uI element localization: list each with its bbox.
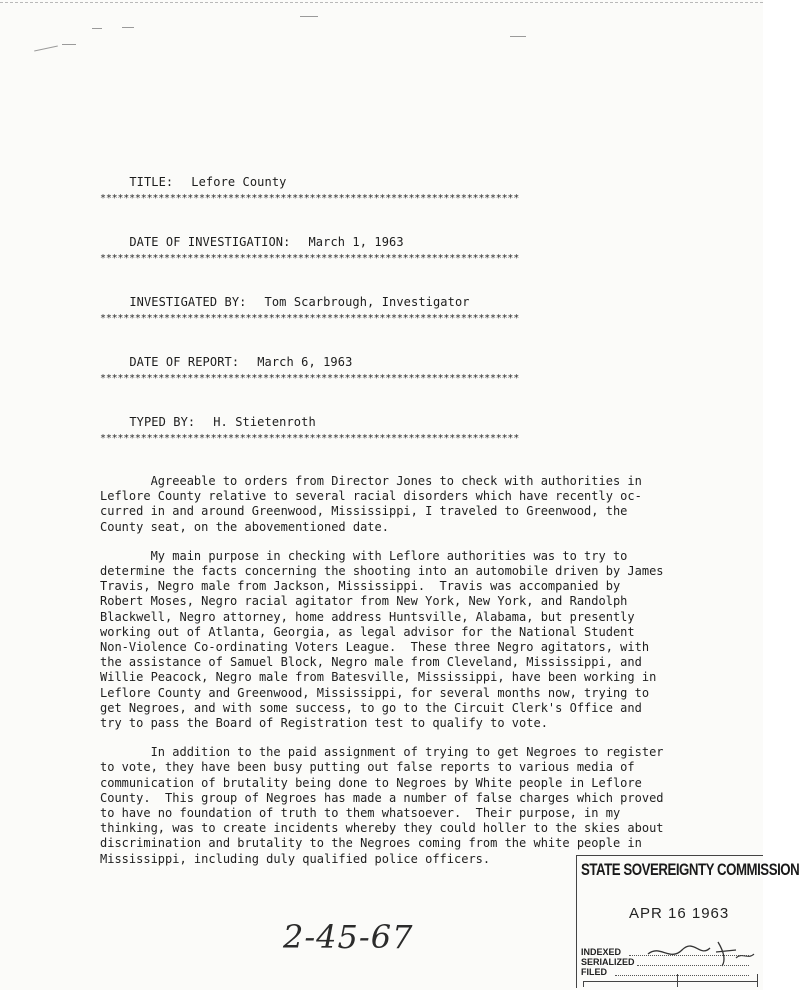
scan-artifact: [122, 27, 134, 28]
investigated-by-value: Tom Scarbrough, Investigator: [264, 295, 470, 309]
stamp-indexed-label: INDEXED: [581, 947, 622, 957]
report-date-value: March 6, 1963: [257, 355, 353, 369]
stamp-date: APR 16 1963: [629, 905, 730, 922]
typed-by-label: TYPED BY:: [129, 415, 196, 429]
paragraph-false-reports: In addition to the paid assignment of trying to get Negroes to register to vote, they have been busy putting out false reports to various media of communication of brutality being done to Negroes by White people in Leflore County. This group of Negroes has made a number of false charges which proved to have no foundation of truth to them whatsoever. Their purpose, in my thinking, was to create incidents whereby they could holler to the skies about discrimination and brutality to the Negroes coming from the white people in Mississippi, including duly qualified police officers.: [100, 745, 664, 866]
scan-artifact: [300, 16, 318, 17]
investigation-date-value: March 1, 1963: [308, 235, 404, 249]
stamp-box-border: [583, 981, 757, 982]
scan-artifact: [510, 36, 526, 37]
scan-artifact: [62, 44, 76, 45]
paragraph-intro: Agreeable to orders from Director Jones to check with authorities in Leflore County relative to several racial disorders which have recently oc- curred in and around Greenwood, Mississippi, I traveled to Greenwood, the County seat, on the abovementioned date.: [100, 474, 642, 534]
stamp-box-border: [757, 974, 758, 987]
separator: ************************************************************************: [100, 253, 520, 264]
separator: ************************************************************************: [100, 193, 520, 204]
stamp-box-border: [583, 981, 584, 987]
report-body: [100, 474, 695, 867]
commission-stamp: [576, 855, 799, 988]
separator: ************************************************************************: [100, 373, 520, 384]
paragraph-purpose: My main purpose in checking with Leflore authorities was to try to determine the facts concerning the shooting into an automobile driven by James Travis, Negro male from Jackson, Mississippi. Travis was accompanied by Robert Moses, Negro racial agitator from New York, New York, and Randolph Blackwell, Negro attorney, home address Huntsville, Alabama, but presently working out of Atlanta, Georgia, as legal advisor for the National Student Non-Violence Co-ordinating Voters League. These three Negro agitators, with the assistance of Samuel Block, Negro male from Cleveland, Mississippi, and Willie Peacock, Negro male from Batesville, Mississippi, have been working in Leflore County and Greenwood, Mississippi, for several months now, trying to get Negroes, and with some success, to go to the Circuit Clerk's Office and try to pass the Board of Registration test to qualify to vote.: [100, 548, 664, 731]
scan-artifact-line: [0, 2, 763, 3]
file-number: 2-45-67: [283, 918, 414, 956]
stamp-title: STATE SOVEREIGNTY COMMISSION: [581, 860, 799, 879]
stamp-filed-label: FILED: [581, 967, 607, 977]
separator: ************************************************************************: [100, 433, 520, 444]
report-date-label: DATE OF REPORT:: [129, 355, 240, 369]
investigated-by-label: INVESTIGATED BY:: [129, 295, 247, 309]
typed-by-value: H. Stietenroth: [213, 415, 316, 429]
title-value: Lefore County: [191, 175, 287, 189]
stamp-box-border: [677, 974, 678, 987]
investigation-date-label: DATE OF INVESTIGATION:: [129, 235, 291, 249]
ink-scrawl-icon: [640, 938, 760, 968]
scan-artifact: [92, 28, 102, 29]
title-label: TITLE:: [129, 175, 174, 189]
separator: ************************************************************************: [100, 313, 520, 324]
stamp-filed-line: [615, 967, 749, 976]
scan-artifact: [34, 46, 58, 52]
stamp-serialized-label: SERIALIZED: [581, 957, 635, 967]
